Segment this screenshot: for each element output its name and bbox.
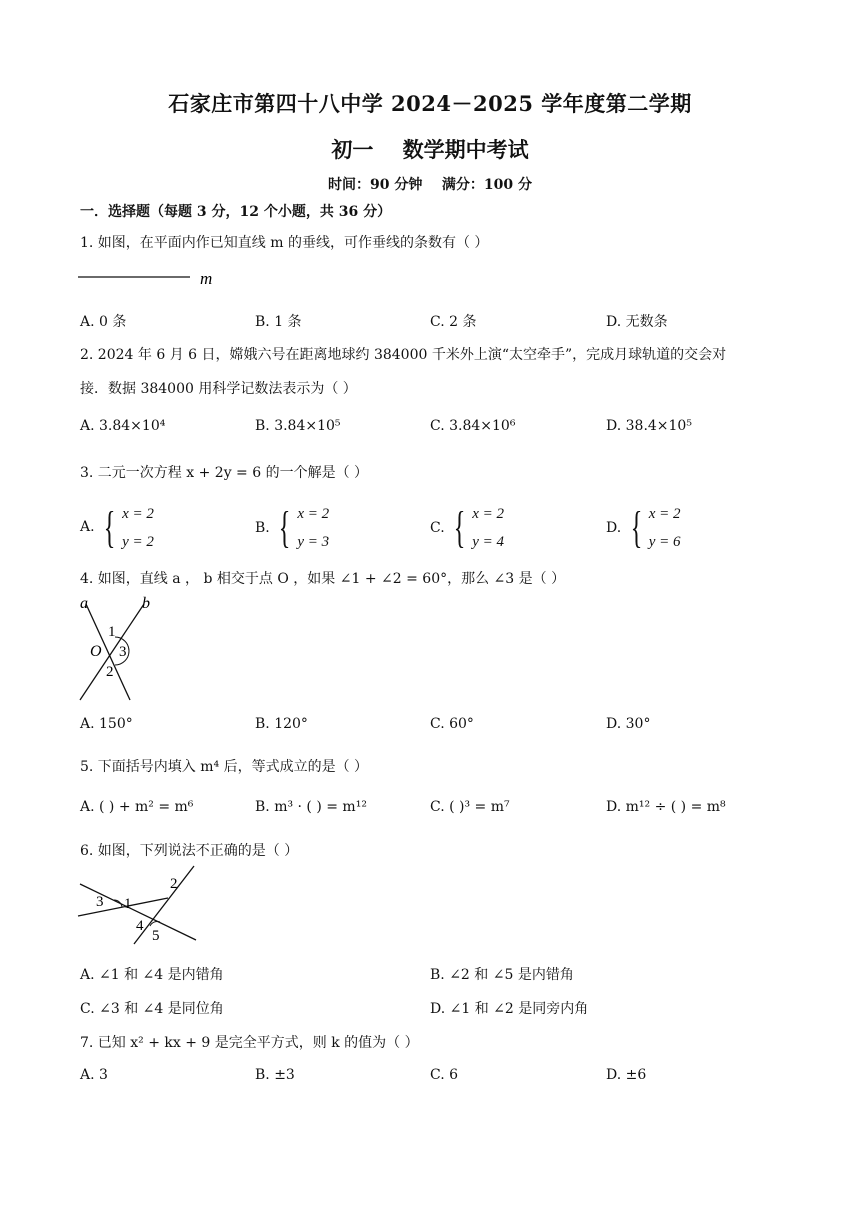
question-2-option-d: D. 38.4×10⁵ <box>606 418 692 434</box>
label-5: 5 <box>152 928 160 944</box>
question-3-option-b <box>255 500 329 556</box>
question-4-option-a: A. 150° <box>80 716 133 732</box>
question-7-stem: 7. 已知 x² + kx + 9 是完全平方式，则 k 的值为（ ） <box>80 1035 419 1051</box>
question-5-option-d: D. m¹² ÷ ( ) = m⁸ <box>606 799 726 815</box>
question-7-option-c: C. 6 <box>430 1067 459 1083</box>
label-1: 1 <box>108 624 116 640</box>
question-6-option-c: C. ∠3 和 ∠4 是同位角 <box>80 1001 224 1017</box>
question-5-option-a: A. ( ) + m² = m⁶ <box>80 799 194 815</box>
option-c-system: { x = 2 y = 4 <box>453 503 505 552</box>
question-2-option-b: B. 3.84×10⁵ <box>255 418 341 434</box>
label-m: m <box>200 269 213 288</box>
question-4-figure <box>74 592 164 704</box>
question-3-option-a <box>80 500 154 556</box>
option-a-label: A. <box>80 519 95 535</box>
question-2-option-a: A. 3.84×10⁴ <box>80 418 166 434</box>
label-3: 3 <box>119 644 127 660</box>
question-1-option-c: C. 2 条 <box>430 314 477 330</box>
question-1-figure <box>76 264 226 294</box>
option-b-system: { x = 2 y = 3 <box>278 503 330 552</box>
question-3-option-c <box>430 500 504 556</box>
question-7-option-d: D. ±6 <box>606 1067 647 1083</box>
question-6-option-b: B. ∠2 和 ∠5 是内错角 <box>430 967 574 983</box>
option-d-label: D. <box>606 520 622 536</box>
exam-time-info: 时间：90 分钟 满分：100 分 <box>328 177 532 193</box>
option-b-label: B. <box>255 520 270 536</box>
question-5-stem: 5. 下面括号内填入 m⁴ 后，等式成立的是（ ） <box>80 759 369 775</box>
label-a: a <box>80 595 88 612</box>
line-upper <box>78 898 168 916</box>
label-4: 4 <box>136 918 144 934</box>
option-c-label: C. <box>430 520 445 536</box>
question-6-figure <box>74 862 204 946</box>
question-1-option-b: B. 1 条 <box>255 314 302 330</box>
question-2-option-c: C. 3.84×10⁶ <box>430 418 516 434</box>
question-3-stem: 3. 二元一次方程 x + 2y = 6 的一个解是（ ） <box>80 465 369 481</box>
label-2: 2 <box>170 876 178 892</box>
question-1-option-d: D. 无数条 <box>606 314 668 330</box>
question-4-option-d: D. 30° <box>606 716 651 732</box>
label-3: 3 <box>96 894 104 910</box>
label-o: O <box>90 643 102 660</box>
question-4-stem: 4. 如图，直线 a ， b 相交于点 O ，如果 ∠1 + ∠2 = 60°，那么 ∠3 是（ ） <box>80 571 566 587</box>
question-4-option-b: B. 120° <box>255 716 308 732</box>
question-7-option-a: A. 3 <box>80 1067 108 1083</box>
section-heading: 一．选择题（每题 3 分，12 个小题，共 36 分） <box>80 204 392 220</box>
label-1: 1 <box>124 896 132 912</box>
question-2-stem-line-1: 2. 2024 年 6 月 6 日，嫦娥六号在距离地球约 384000 千米外上演“太空牵手”，完成月球轨道的交会对 <box>80 347 727 363</box>
label-2: 2 <box>106 664 114 680</box>
option-d-system: { x = 2 y = 6 <box>630 503 681 552</box>
question-7-option-b: B. ±3 <box>255 1067 295 1083</box>
question-1-stem: 1. 如图，在平面内作已知直线 m 的垂线，可作垂线的条数有（ ） <box>80 235 489 251</box>
option-a-system: { x = 2 y = 2 <box>103 503 154 552</box>
question-2-stem-line-2: 接．数据 384000 用科学记数法表示为（ ） <box>80 381 357 397</box>
question-5-option-c: C. ( )³ = m⁷ <box>430 799 510 815</box>
question-6-option-d: D. ∠1 和 ∠2 是同旁内角 <box>430 1001 589 1017</box>
question-1-option-a: A. 0 条 <box>80 314 127 330</box>
question-6-stem: 6. 如图，下列说法不正确的是（ ） <box>80 843 299 859</box>
label-b: b <box>142 595 150 612</box>
exam-title: 石家庄市第四十八中学 2024－2025 学年度第二学期 <box>168 91 692 116</box>
question-3-option-d <box>606 500 681 556</box>
question-4-option-c: C. 60° <box>430 716 474 732</box>
question-6-option-a: A. ∠1 和 ∠4 是内错角 <box>80 967 224 983</box>
question-5-option-b: B. m³ · ( ) = m¹² <box>255 799 367 815</box>
exam-subtitle: 初一 数学期中考试 <box>331 137 529 162</box>
